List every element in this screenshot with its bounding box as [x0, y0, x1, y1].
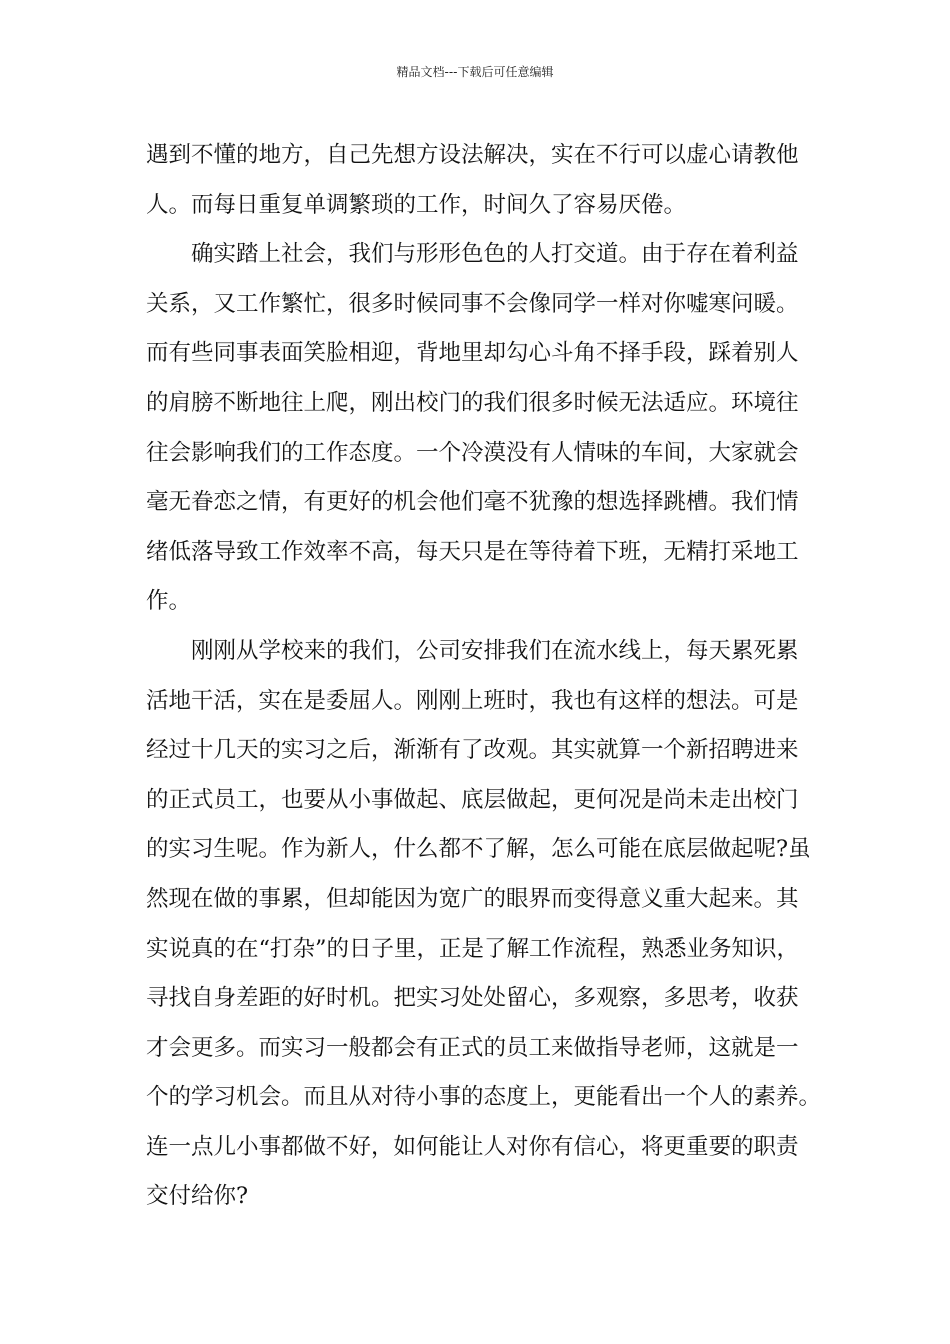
text-line: 往会影响我们的工作态度。一个冷漠没有人情味的车间，大家就会: [146, 439, 799, 466]
text-line: 个的学习机会。而且从对待小事的态度上，更能看出一个人的素养。: [146, 1084, 822, 1111]
text-line: 寻找自身差距的好时机。把实习处处留心，多观察，多思考，收获: [146, 985, 799, 1012]
text-line: 刚刚从学校来的我们，公司安排我们在流水线上，每天累死累: [191, 637, 799, 664]
body-text: [146, 131, 822, 1222]
text-line: 关系，又工作繁忙，很多时候同事不会像同学一样对你嘘寒问暖。: [146, 290, 799, 317]
text-line: 的肩膀不断地往上爬，刚出校门的我们很多时候无法适应。环境往: [146, 389, 799, 416]
text-line: 毫无眷恋之情，有更好的机会他们毫不犹豫的想选择跳槽。我们情: [146, 489, 799, 516]
text-line: 人。而每日重复单调繁琐的工作，时间久了容易厌倦。: [146, 191, 687, 218]
text-line: 经过十几天的实习之后，渐渐有了改观。其实就算一个新招聘进来: [146, 737, 799, 764]
text-line: 实说真的在“打杂”的日子里，正是了解工作流程，熟悉业务知识，: [146, 935, 800, 962]
text-line: 绪低落导致工作效率不高，每天只是在等待着下班，无精打采地工: [146, 538, 799, 565]
text-line: 确实踏上社会，我们与形形色色的人打交道。由于存在着利益: [191, 241, 799, 268]
text-line: 活地干活，实在是委屈人。刚刚上班时，我也有这样的想法。可是: [146, 687, 799, 714]
text-line: 连一点儿小事都做不好，如何能让人对你有信心，将更重要的职责: [146, 1133, 799, 1160]
text-line: 才会更多。而实习一般都会有正式的员工来做指导老师，这就是一: [146, 1034, 799, 1061]
text-line: 的正式员工，也要从小事做起、底层做起，更何况是尚未走出校门: [146, 786, 799, 813]
page-header: 精品文档---下载后可任意编辑: [396, 65, 554, 79]
text-line: 遇到不懂的地方，自己先想方设法解决，实在不行可以虚心请教他: [146, 142, 799, 168]
text-line: 交付给你?: [146, 1183, 249, 1210]
text-line: 而有些同事表面笑脸相迎，背地里却勾心斗角不择手段，踩着别人: [146, 340, 799, 367]
text-line: 作。: [146, 588, 192, 615]
text-line: 的实习生呢。作为新人，什么都不了解，怎么可能在底层做起呢?虽: [146, 836, 811, 863]
text-line: 然现在做的事累，但却能因为宽广的眼界而变得意义重大起来。其: [146, 885, 799, 912]
